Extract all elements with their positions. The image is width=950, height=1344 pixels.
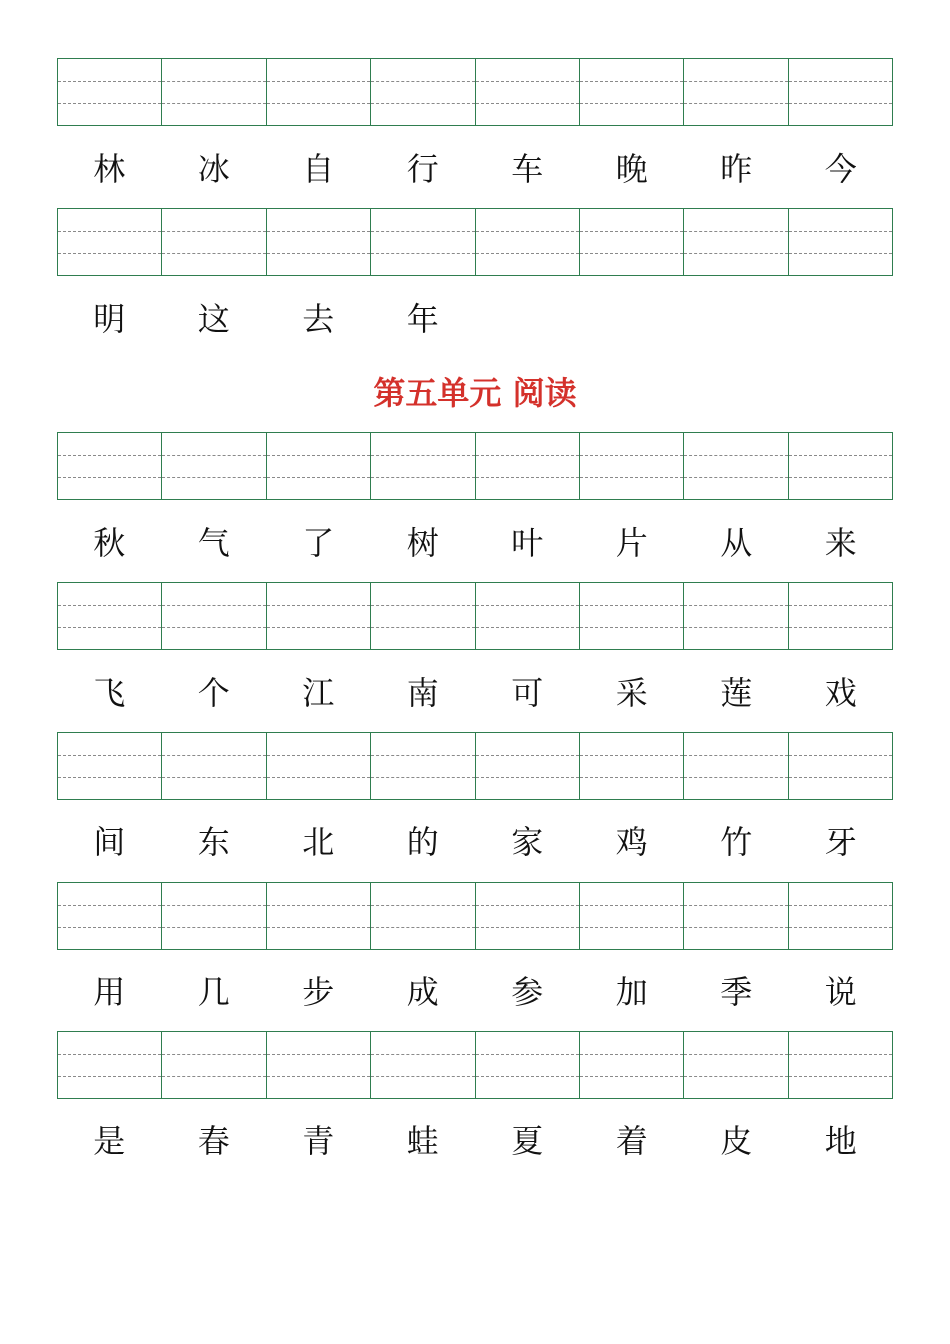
writing-cell [267,583,371,649]
writing-cell [789,433,892,499]
writing-cell [684,59,788,125]
writing-cell [789,59,892,125]
writing-cell [162,59,266,125]
writing-cell [684,433,788,499]
writing-grid-2 [57,208,893,276]
char: 飞 [93,674,126,712]
char-row-4 [57,668,893,718]
writing-cell [580,59,684,125]
writing-cell [684,209,788,275]
char: 用 [93,973,126,1011]
writing-cell [580,433,684,499]
char: 了 [302,524,335,562]
writing-grid-4 [57,582,893,650]
writing-cell [267,1032,371,1098]
writing-cell [58,209,162,275]
writing-cell [162,583,266,649]
writing-cell [476,583,580,649]
char [475,294,580,344]
char-row-2 [57,294,893,344]
char: 季 [720,973,753,1011]
char: 青 [302,1122,335,1160]
writing-cell [580,1032,684,1098]
writing-cell [371,883,475,949]
char: 的 [406,823,439,861]
char: 明 [93,300,126,338]
char: 林 [93,150,126,188]
char: 竹 [720,823,753,861]
char: 参 [511,973,544,1011]
writing-grid-3 [57,432,893,500]
writing-cell [476,433,580,499]
writing-cell [371,59,475,125]
writing-cell [580,883,684,949]
writing-cell [371,433,475,499]
char: 莲 [720,674,753,712]
writing-cell [580,209,684,275]
writing-cell [58,733,162,799]
writing-cell [684,883,788,949]
writing-cell [371,733,475,799]
writing-cell [580,583,684,649]
char: 是 [93,1122,126,1160]
char: 成 [406,973,439,1011]
char: 今 [824,150,857,188]
writing-cell [58,1032,162,1098]
writing-cell [476,59,580,125]
char [684,294,789,344]
char: 秋 [93,524,126,562]
char: 加 [615,973,648,1011]
writing-cell [58,433,162,499]
char-row-1 [57,144,893,194]
char-row-5 [57,817,893,867]
char: 行 [406,150,439,188]
writing-cell [580,733,684,799]
char: 这 [197,300,230,338]
writing-cell [58,583,162,649]
char: 牙 [824,823,857,861]
char-row-7 [57,1116,893,1166]
char: 皮 [720,1122,753,1160]
char: 北 [302,823,335,861]
writing-cell [789,583,892,649]
char: 说 [824,973,857,1011]
writing-grid-7 [57,1031,893,1099]
writing-cell [58,59,162,125]
char: 可 [511,674,544,712]
char: 南 [406,674,439,712]
writing-cell [162,733,266,799]
writing-cell [58,883,162,949]
writing-cell [267,209,371,275]
writing-grid-5 [57,732,893,800]
writing-cell [789,1032,892,1098]
char: 江 [302,674,335,712]
writing-cell [371,583,475,649]
writing-cell [162,1032,266,1098]
char: 来 [824,524,857,562]
char: 蛙 [406,1122,439,1160]
char: 气 [197,524,230,562]
writing-cell [789,209,892,275]
char: 车 [511,150,544,188]
char: 冰 [197,150,230,188]
writing-grid-6 [57,882,893,950]
char: 晚 [615,150,648,188]
writing-cell [371,209,475,275]
char: 东 [197,823,230,861]
writing-cell [267,433,371,499]
writing-cell [162,883,266,949]
writing-cell [162,209,266,275]
char: 几 [197,973,230,1011]
writing-cell [476,883,580,949]
writing-cell [789,883,892,949]
writing-cell [267,883,371,949]
char: 间 [93,823,126,861]
char: 步 [302,973,335,1011]
char: 地 [824,1122,857,1160]
char-row-6 [57,967,893,1017]
writing-cell [684,1032,788,1098]
writing-cell [267,59,371,125]
char: 夏 [511,1122,544,1160]
writing-cell [371,1032,475,1098]
char [580,294,685,344]
writing-cell [684,583,788,649]
section-title: 第五单元 阅读 [373,374,577,412]
char: 去 [302,300,335,338]
char: 从 [720,524,753,562]
char-row-3 [57,518,893,568]
char: 春 [197,1122,230,1160]
char: 着 [615,1122,648,1160]
writing-cell [789,733,892,799]
writing-cell [162,433,266,499]
writing-cell [476,733,580,799]
char: 戏 [824,674,857,712]
char: 片 [615,524,648,562]
writing-cell [476,209,580,275]
char: 树 [406,524,439,562]
char: 采 [615,674,648,712]
char: 昨 [720,150,753,188]
char [789,294,894,344]
char: 家 [511,823,544,861]
writing-grid-1 [57,58,893,126]
writing-cell [476,1032,580,1098]
writing-cell [684,733,788,799]
writing-cell [267,733,371,799]
char: 叶 [511,524,544,562]
char: 个 [197,674,230,712]
char: 年 [406,300,439,338]
char: 自 [302,150,335,188]
char: 鸡 [615,823,648,861]
